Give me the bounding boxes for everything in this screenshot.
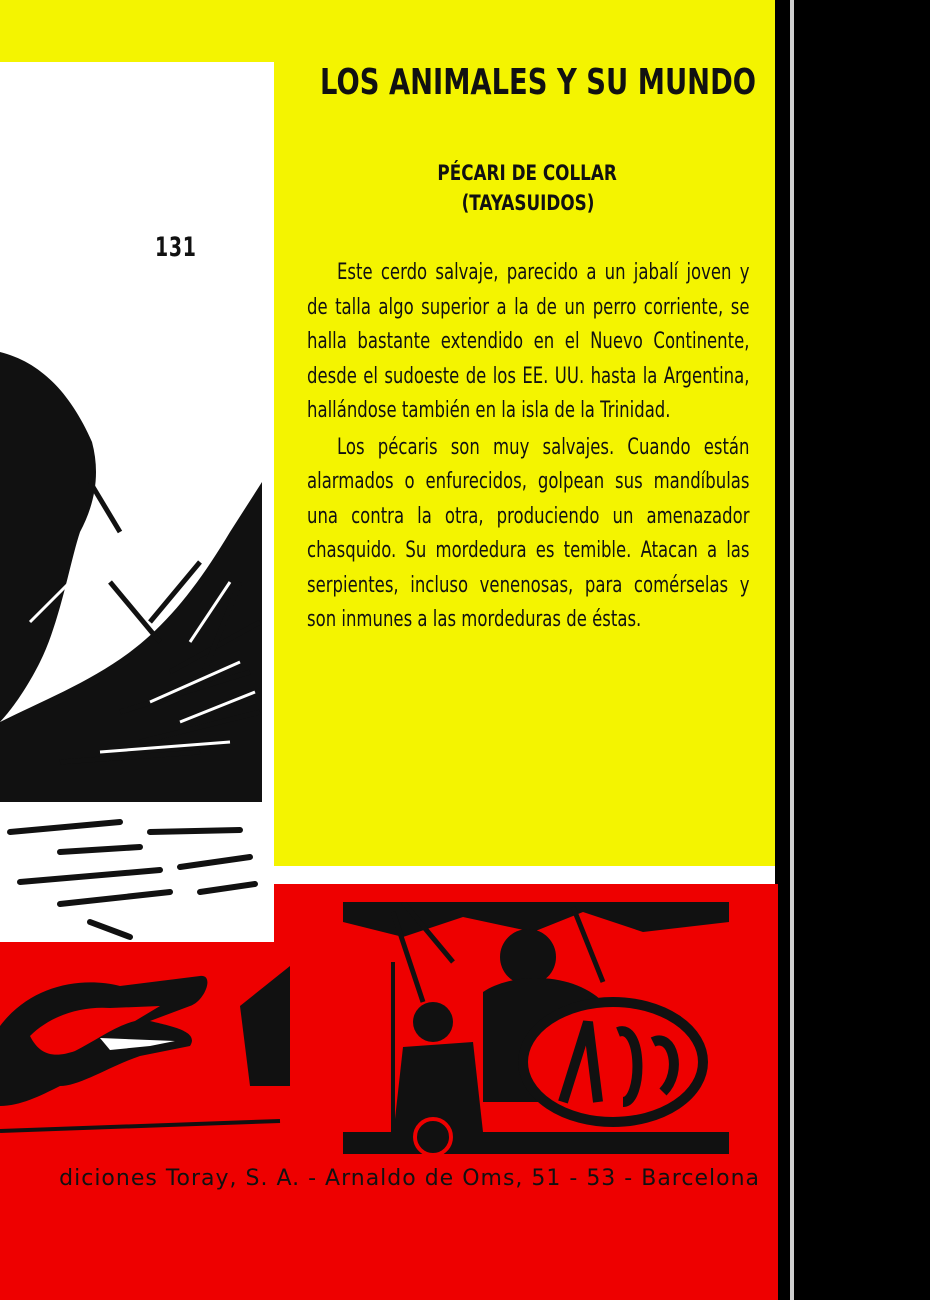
- page-number: 131: [155, 232, 197, 263]
- subtitle-line-2: (TAYASUIDOS): [461, 191, 594, 215]
- page-edge-line: [790, 0, 794, 1300]
- comic-cover-thumbnail: [343, 902, 729, 1154]
- crocodile-illustration: [0, 946, 300, 1156]
- page-title: LOS ANIMALES Y SU MUNDO: [320, 62, 757, 103]
- publisher-imprint: diciones Toray, S. A. - Arnaldo de Oms, 51 - 53 - Barcelona: [59, 1166, 760, 1191]
- peccary-illustration: [0, 62, 274, 942]
- page-edge: [778, 0, 930, 1300]
- article-subtitle: [305, 158, 750, 218]
- peccary-drawing: [0, 62, 274, 942]
- paragraph: Los pécaris son muy salvajes. Cuando están alarmados o enfurecidos, golpean sus mandíbulas una contra la otra, produciendo un amenazador chasquido. Su mordedura es temible. Atacan a las serpientes, incluso venenosas, para comérselas y son inmunes a las mordeduras de éstas.: [307, 434, 750, 632]
- article-body: [307, 256, 750, 640]
- subtitle-line-1: PÉCARI DE COLLAR: [437, 161, 618, 185]
- comic-cover-drawing: [343, 902, 729, 1154]
- paragraph: Este cerdo salvaje, parecido a un jabalí joven y de talla algo superior a la de un perro corriente, se halla bastante extendido en el Nuevo Continente, desde el sudoeste de los EE. UU. hasta la Argentina, hallándose también en la isla de la Trinidad.: [307, 260, 750, 423]
